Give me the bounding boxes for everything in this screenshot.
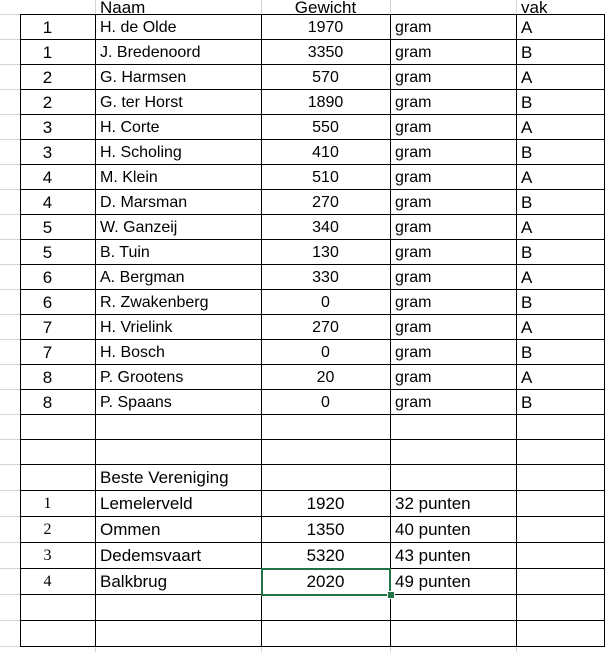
header-name: Naam (100, 0, 146, 17)
row-number: 8 (42, 368, 53, 387)
row-unit: gram (395, 119, 432, 136)
row-unit: gram (395, 194, 432, 211)
club-rank: 4 (43, 573, 52, 590)
clubs-title: Beste Vereniging (100, 468, 229, 487)
club-weight: 1350 (306, 520, 345, 539)
row-weight: 1890 (307, 94, 344, 111)
row-unit: gram (395, 19, 432, 36)
row-number: 1 (42, 18, 53, 37)
row-name: H. de Olde (100, 19, 177, 36)
row-name: R. Zwakenberg (100, 294, 209, 311)
club-weight: 1920 (306, 494, 345, 513)
row-number: 4 (42, 193, 53, 212)
row-name: A. Bergman (100, 269, 185, 286)
row-lane: B (521, 243, 533, 262)
row-unit: gram (395, 344, 432, 361)
row-weight: 0 (321, 344, 330, 361)
row-unit: gram (395, 294, 432, 311)
row-number: 2 (42, 68, 53, 87)
row-number: 3 (42, 118, 53, 137)
row-number: 5 (42, 243, 53, 262)
border-vertical (390, 14, 391, 647)
row-number: 3 (42, 143, 53, 162)
row-name: H. Corte (100, 119, 160, 136)
row-lane: B (521, 193, 533, 212)
club-rank: 2 (43, 521, 52, 538)
border-horizontal (20, 646, 605, 647)
row-lane: B (521, 93, 533, 112)
row-unit: gram (395, 394, 432, 411)
club-points: 40 punten (395, 520, 471, 539)
row-name: D. Marsman (100, 194, 188, 211)
row-name: G. ter Horst (100, 94, 183, 111)
club-name: Ommen (100, 520, 161, 539)
row-weight: 130 (312, 244, 339, 261)
club-rank: 3 (43, 547, 52, 564)
row-weight: 550 (312, 119, 339, 136)
club-weight: 5320 (306, 546, 345, 565)
club-points: 32 punten (395, 494, 471, 513)
row-weight: 0 (321, 394, 330, 411)
row-lane: A (521, 318, 533, 337)
row-name: W. Ganzeij (100, 219, 178, 236)
row-unit: gram (395, 44, 432, 61)
row-unit: gram (395, 269, 432, 286)
row-lane: A (521, 218, 533, 237)
row-number: 5 (42, 218, 53, 237)
row-number: 1 (42, 43, 53, 62)
row-number: 6 (42, 268, 53, 287)
club-name: Balkbrug (100, 572, 168, 591)
row-number: 4 (42, 168, 53, 187)
club-rank: 1 (43, 495, 52, 512)
row-number: 2 (42, 93, 53, 112)
row-number: 6 (42, 293, 53, 312)
row-unit: gram (395, 69, 432, 86)
row-name: P. Grootens (100, 369, 184, 386)
header-lane: vak (521, 0, 548, 17)
row-lane: B (521, 43, 533, 62)
border-horizontal (20, 439, 605, 440)
row-lane: B (521, 393, 533, 412)
row-unit: gram (395, 244, 432, 261)
club-name: Lemelerveld (100, 494, 193, 513)
row-lane: B (521, 143, 533, 162)
row-name: J. Bredenoord (100, 44, 201, 61)
row-number: 7 (42, 318, 53, 337)
row-lane: A (521, 168, 533, 187)
row-name: P. Spaans (100, 394, 172, 411)
row-name: G. Harmsen (100, 69, 187, 86)
row-unit: gram (395, 144, 432, 161)
row-weight: 3350 (307, 44, 344, 61)
club-name: Dedemsvaart (100, 546, 202, 565)
row-name: M. Klein (100, 169, 158, 186)
row-unit: gram (395, 369, 432, 386)
row-weight: 330 (312, 269, 339, 286)
row-lane: A (521, 118, 533, 137)
row-weight: 270 (312, 319, 339, 336)
row-weight: 0 (321, 294, 330, 311)
club-points: 49 punten (395, 572, 471, 591)
row-lane: A (521, 368, 533, 387)
row-name: B. Tuin (100, 244, 150, 261)
row-weight: 410 (312, 144, 339, 161)
row-name: H. Bosch (100, 344, 165, 361)
row-lane: A (521, 68, 533, 87)
row-number: 7 (42, 343, 53, 362)
row-name: H. Vrielink (100, 319, 173, 336)
border-horizontal (20, 620, 605, 621)
row-lane: A (521, 18, 533, 37)
border-vertical (95, 14, 96, 647)
row-lane: B (521, 293, 533, 312)
row-weight: 340 (312, 219, 339, 236)
club-points: 43 punten (395, 546, 471, 565)
row-lane: A (521, 268, 533, 287)
header-weight: Gewicht (294, 0, 357, 17)
club-weight: 2020 (306, 572, 345, 591)
row-weight: 510 (312, 169, 339, 186)
row-unit: gram (395, 94, 432, 111)
row-name: H. Scholing (100, 144, 182, 161)
active-cell-selection[interactable] (261, 568, 391, 596)
row-weight: 570 (312, 69, 339, 86)
row-number: 8 (42, 393, 53, 412)
row-lane: B (521, 343, 533, 362)
row-weight: 270 (312, 194, 339, 211)
row-unit: gram (395, 169, 432, 186)
row-unit: gram (395, 219, 432, 236)
row-unit: gram (395, 319, 432, 336)
border-vertical (516, 14, 517, 647)
row-weight: 1970 (307, 19, 344, 36)
fill-handle[interactable] (387, 591, 395, 599)
row-weight: 20 (316, 369, 335, 386)
